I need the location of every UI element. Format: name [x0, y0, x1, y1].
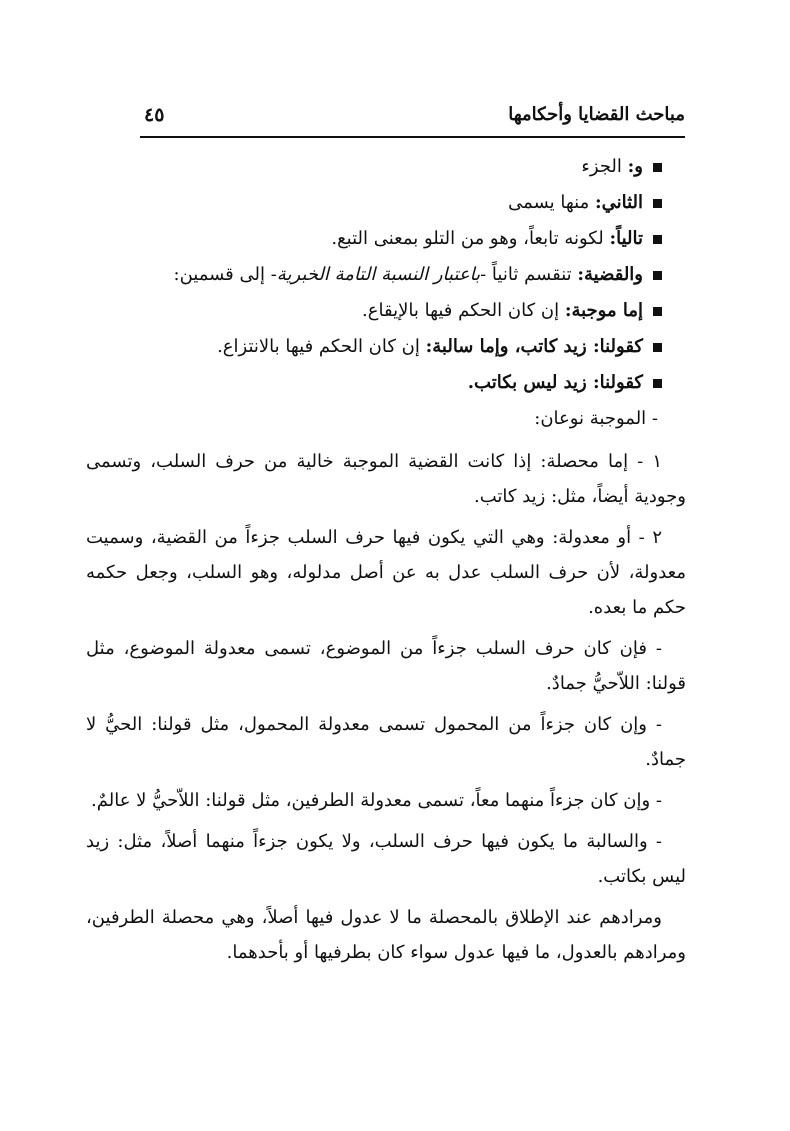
paragraph: - والسالبة ما يكون فيها حرف السلب، ولا يكون جزءاً منهما أصلاً، مثل: زيد ليس بكاتب.: [86, 831, 686, 887]
square-bullet-icon: [653, 379, 662, 388]
bullet-item: [86, 300, 662, 322]
paragraph: - وإن كان جزءاً منهما معاً، تسمى معدولة الطرفين، مثل قولنا: اللاّحيُّ لا عالمٌ.: [91, 790, 662, 811]
bullet-text: تنقسم ثانياً: [486, 264, 578, 285]
bullet-term: الثاني:: [594, 192, 643, 213]
page-body: [86, 156, 686, 976]
paragraph: ٢ - أو معدولة: وهي التي يكون فيها حرف السلب جزءاً من القضية، وسميت معدولة، لأن حرف السلب عدل به عن أصل مدلوله، وهو السلب، وجعل حكمه حكم ما بعده.: [86, 527, 686, 618]
section-intro: - الموجبة نوعان:: [534, 408, 658, 429]
paragraph: ومرادهم عند الإطلاق بالمحصلة ما لا عدول فيها أصلاً، وهي محصلة الطرفين، ومرادهم بالعدول، ما فيها عدول سواء كان بطرفيها أو بأحدهما.: [86, 907, 686, 963]
square-bullet-icon: [653, 235, 662, 244]
paragraph: - فإن كان حرف السلب جزءاً من الموضوع، تسمى معدولة الموضوع، مثل قولنا: اللاّحيُّ جمادٌ.: [86, 638, 686, 694]
bullet-list: [86, 156, 686, 394]
bullet-term: كقولنا: زيد كاتب، وإما سالبة:: [425, 336, 643, 357]
page-header: [140, 100, 685, 138]
bullet-item: [86, 192, 662, 214]
square-bullet-icon: [653, 307, 662, 316]
square-bullet-icon: [653, 271, 662, 280]
square-bullet-icon: [653, 163, 662, 172]
bullet-text: لكونه تابعاً، وهو من التلو بمعنى التبع.: [331, 228, 610, 249]
bullet-tail-text: إلى قسمين:: [173, 264, 271, 285]
bullet-term: و:: [627, 156, 643, 177]
bullet-item: [86, 264, 662, 286]
bullet-text: إن كان الحكم فيها بالانتزاع.: [217, 336, 426, 357]
bullet-item: [86, 228, 662, 250]
bullet-item: [86, 372, 662, 394]
square-bullet-icon: [653, 343, 662, 352]
bullet-term: والقضية:: [577, 264, 643, 285]
bullet-item: [86, 156, 662, 178]
square-bullet-icon: [653, 199, 662, 208]
page-number: ٤٥: [144, 104, 165, 126]
bullet-term: كقولنا: زيد ليس بكاتب.: [467, 372, 643, 393]
paragraph: - وإن كان جزءاً من المحمول تسمى معدولة المحمول، مثل قولنا: الحيُّ لا جمادٌ.: [86, 714, 686, 770]
bullet-term: تالياً:: [609, 228, 643, 249]
bullet-term: إما موجبة:: [564, 300, 643, 321]
running-title: مباحث القضايا وأحكامها: [508, 104, 685, 125]
bullet-text: منها يسمى: [508, 192, 595, 213]
paragraph: ١ - إما محصلة: إذا كانت القضية الموجبة خالية من حرف السلب، وتسمى وجودية أيضاً، مثل: زيد كاتب.: [86, 451, 686, 507]
bullet-italic-text: -باعتبار النسبة التامة الخبرية-: [270, 264, 487, 285]
bullet-item: [86, 336, 662, 358]
bullet-text: الجزء: [581, 156, 628, 177]
bullet-text: إن كان الحكم فيها بالإيقاع.: [362, 300, 565, 321]
